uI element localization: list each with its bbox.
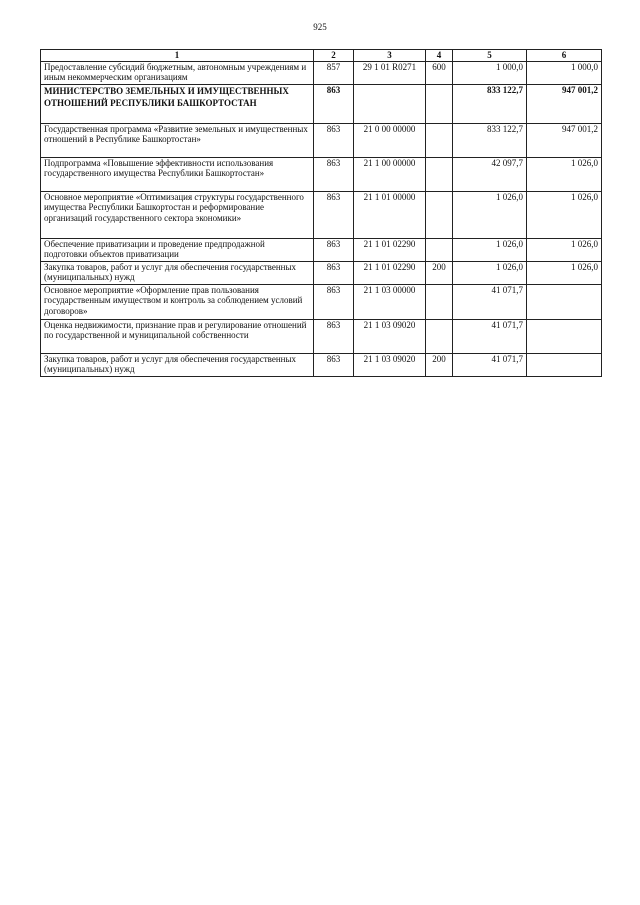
row-name: Подпрограмма «Повышение эффективности использования государственного имущества Республики Башкортостан»: [41, 158, 314, 192]
row-code-2: 863: [314, 85, 354, 124]
row-code-4: [426, 124, 453, 158]
row-code-2: 863: [314, 320, 354, 354]
table-row: [41, 62, 602, 85]
row-amount-6: 947 001,2: [527, 124, 602, 158]
row-code-3: 21 1 01 00000: [354, 192, 426, 239]
column-header: 4: [426, 50, 453, 62]
row-code-4: [426, 192, 453, 239]
row-amount-6: [527, 320, 602, 354]
table-row: [41, 85, 602, 124]
row-name: МИНИСТЕРСТВО ЗЕМЕЛЬНЫХ И ИМУЩЕСТВЕННЫХ ОТНОШЕНИЙ РЕСПУБЛИКИ БАШКОРТОСТАН: [41, 85, 314, 124]
row-amount-6: [527, 285, 602, 320]
row-code-4: [426, 285, 453, 320]
row-code-4: 200: [426, 262, 453, 285]
row-code-4: [426, 239, 453, 262]
row-name: Основное мероприятие «Оптимизация структуры государственного имущества Республики Башкортостан и реформирование организаций государственного сектора экономики»: [41, 192, 314, 239]
row-code-2: 863: [314, 158, 354, 192]
table-row: [41, 262, 602, 285]
row-name: Закупка товаров, работ и услуг для обеспечения государственных (муниципальных) нужд: [41, 262, 314, 285]
row-amount-6: 947 001,2: [527, 85, 602, 124]
row-code-3: 21 1 03 09020: [354, 320, 426, 354]
row-code-2: 863: [314, 192, 354, 239]
header-row: [41, 50, 602, 62]
row-amount-6: 1 026,0: [527, 262, 602, 285]
table-row: [41, 124, 602, 158]
row-amount-6: 1 000,0: [527, 62, 602, 85]
budget-table: [40, 49, 602, 377]
row-code-2: 863: [314, 354, 354, 377]
row-code-3: 21 1 03 00000: [354, 285, 426, 320]
row-code-4: [426, 320, 453, 354]
table-row: [41, 285, 602, 320]
row-name: Оценка недвижимости, признание прав и регулирование отношений по государственной и муниципальной собственности: [41, 320, 314, 354]
row-code-4: [426, 158, 453, 192]
table-row: [41, 354, 602, 377]
row-code-3: 21 0 00 00000: [354, 124, 426, 158]
row-code-3: 21 1 01 02290: [354, 262, 426, 285]
row-amount-5: 41 071,7: [453, 354, 527, 377]
row-amount-5: 41 071,7: [453, 285, 527, 320]
column-header: 5: [453, 50, 527, 62]
table-row: [41, 320, 602, 354]
row-code-2: 863: [314, 124, 354, 158]
row-name: Обеспечение приватизации и проведение предпродажной подготовки объектов приватизации: [41, 239, 314, 262]
column-header: 1: [41, 50, 314, 62]
table-row: [41, 158, 602, 192]
row-amount-5: 833 122,7: [453, 124, 527, 158]
row-code-2: 863: [314, 239, 354, 262]
row-amount-6: [527, 354, 602, 377]
row-amount-5: 1 026,0: [453, 239, 527, 262]
row-code-3: 21 1 00 00000: [354, 158, 426, 192]
column-header: 3: [354, 50, 426, 62]
row-code-4: 200: [426, 354, 453, 377]
page-number: 925: [313, 22, 327, 32]
row-code-2: 863: [314, 262, 354, 285]
row-amount-5: 1 000,0: [453, 62, 527, 85]
row-amount-6: 1 026,0: [527, 192, 602, 239]
row-amount-5: 1 026,0: [453, 192, 527, 239]
row-name: Предоставление субсидий бюджетным, автономным учреждениям и иным некоммерческим организациям: [41, 62, 314, 85]
row-amount-5: 833 122,7: [453, 85, 527, 124]
row-code-3: 21 1 03 09020: [354, 354, 426, 377]
row-code-2: 857: [314, 62, 354, 85]
table-row: [41, 239, 602, 262]
row-code-3: [354, 85, 426, 124]
row-code-2: 863: [314, 285, 354, 320]
row-code-4: [426, 85, 453, 124]
row-name: Основное мероприятие «Оформление прав пользования государственным имуществом и контроль за соблюдением условий договоров»: [41, 285, 314, 320]
row-amount-6: 1 026,0: [527, 158, 602, 192]
table-row: [41, 192, 602, 239]
row-amount-6: 1 026,0: [527, 239, 602, 262]
row-code-3: 21 1 01 02290: [354, 239, 426, 262]
row-code-4: 600: [426, 62, 453, 85]
row-amount-5: 42 097,7: [453, 158, 527, 192]
row-amount-5: 1 026,0: [453, 262, 527, 285]
column-header: 2: [314, 50, 354, 62]
column-header: 6: [527, 50, 602, 62]
row-name: Государственная программа «Развитие земельных и имущественных отношений в Республике Башкортостан»: [41, 124, 314, 158]
row-name: Закупка товаров, работ и услуг для обеспечения государственных (муниципальных) нужд: [41, 354, 314, 377]
row-amount-5: 41 071,7: [453, 320, 527, 354]
row-code-3: 29 1 01 R0271: [354, 62, 426, 85]
